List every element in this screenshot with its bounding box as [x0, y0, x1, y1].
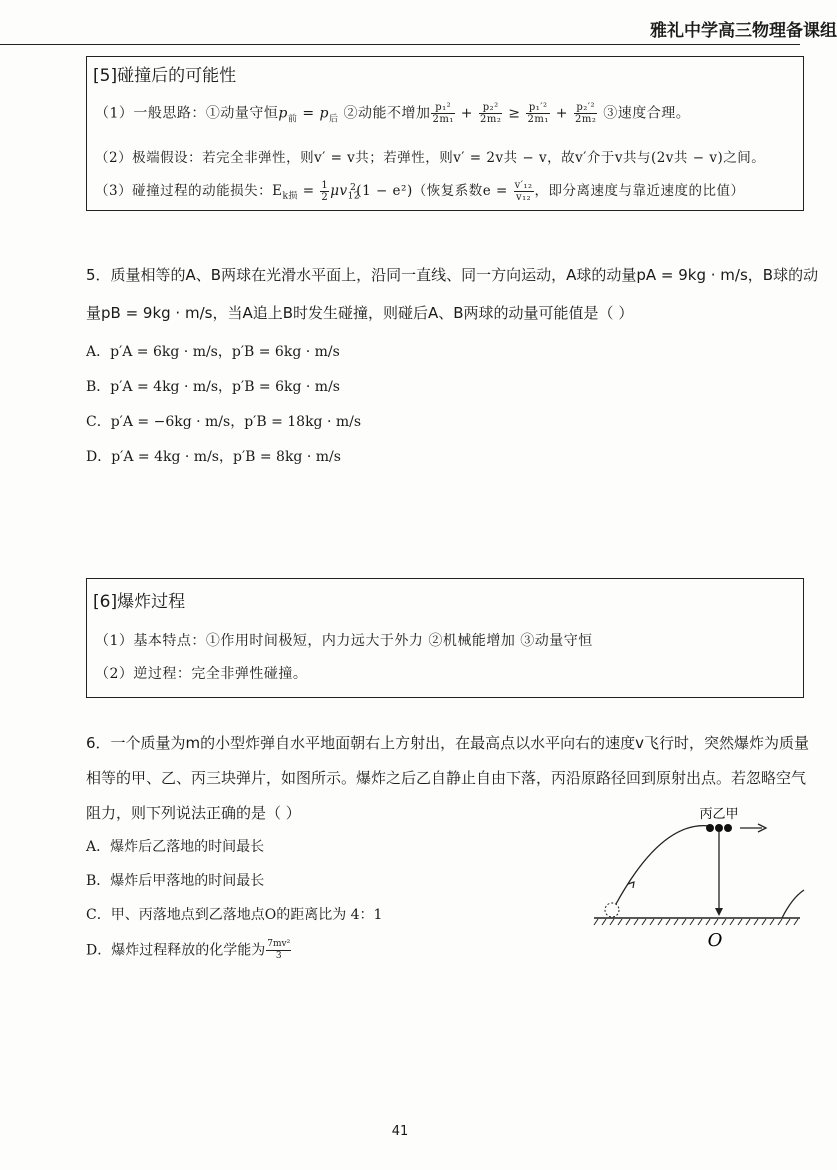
fraction-e	[514, 180, 534, 203]
paren-expr: (1 − e²)	[356, 183, 413, 199]
section6-title: [6]爆炸过程	[93, 592, 186, 612]
sub-k: k损	[282, 191, 298, 202]
question6-line1: 6．一个质量为m的小型炸弹自水平地面朝右上方射出，在最高点以水平向右的速度v飞行时，突然爆炸为质量	[86, 734, 810, 752]
header-title: 雅礼中学高三物理备课组	[650, 21, 837, 41]
frac-den: 2m₂	[479, 114, 502, 125]
question6-option-c[interactable]: C．甲、丙落地点到乙落地点O的距离比为 4：1	[86, 907, 383, 923]
question5-line1: 5．质量相等的A、B两球在光滑水平面上，沿同一直线、同一方向运动，A球的动量pA = 9kg · m/s，B球的动	[86, 266, 819, 284]
frac-num: 7mv²	[267, 939, 291, 949]
figure-label-top: 丙乙甲	[699, 807, 739, 822]
question5-option-c[interactable]: C．p′A = −6kg · m/s，p′B = 18kg · m/s	[86, 414, 362, 430]
question6-line3: 阻力，则下列说法正确的是（ ）	[86, 804, 301, 822]
ground-hatching	[594, 919, 798, 925]
piece-jia-path	[782, 890, 804, 918]
question6-option-d[interactable]	[86, 939, 292, 962]
question5-line2: 量pB = 9kg · m/s，当A追上B时发生碰撞，则碰后A、B两球的动量可能值是（ ）	[86, 304, 634, 322]
restitution-label: （恢复系数e =	[412, 183, 513, 199]
fraction-p1	[431, 102, 454, 125]
fraction-p2	[479, 102, 502, 125]
option-d-text: D．爆炸过程释放的化学能为	[86, 942, 266, 959]
section5-line2: （2）极端假设：若完全非弹性，则v′ = v共；若弹性，则v′ = 2v共 − v，故v′介于v共与(2v共 − v)之间。	[95, 150, 766, 166]
plus-sign: +	[455, 105, 478, 122]
down-arrow-icon	[715, 908, 723, 916]
question6-option-a[interactable]: A．爆炸后乙落地的时间最长	[86, 839, 265, 855]
trajectory-curve	[616, 826, 710, 904]
fraction-p1-prime	[526, 102, 549, 125]
section5-title: [5]碰撞后的可能性	[93, 66, 237, 86]
section5-box	[86, 56, 804, 211]
section6-line2: （2）逆过程：完全非弹性碰撞。	[95, 666, 308, 682]
mu-v: μv	[330, 183, 348, 199]
explosion-figure	[592, 800, 802, 950]
line1-mid: ②动能不增加	[338, 105, 431, 122]
page-number: 41	[391, 1124, 409, 1139]
piece-jia	[724, 824, 732, 832]
frac-den: 2m₁	[527, 114, 549, 125]
trajectory-diagram	[592, 800, 802, 950]
frac-num: p₂′²	[574, 102, 597, 114]
frac-num: p₁²	[431, 102, 454, 114]
eq-sign: =	[297, 183, 320, 199]
frac-den: 2m₂	[574, 114, 597, 125]
frac-den: 2	[321, 192, 329, 203]
section5-line1	[95, 102, 690, 125]
p-before: p	[278, 105, 288, 122]
page-header	[0, 10, 837, 45]
eq-sign: =	[297, 105, 320, 122]
piece-bing	[706, 824, 714, 832]
section6-line1: （1）基本特点：①作用时间极短，内力远大于外力 ②机械能增加 ③动量守恒	[95, 633, 593, 649]
question6-line2: 相等的甲、乙、丙三块弹片，如图所示。爆炸之后乙自静止自由下落，丙沿原路径回到原射出点。若忽略空气	[86, 769, 807, 787]
line1-end: ③速度合理。	[598, 105, 691, 122]
option-d-fraction	[266, 939, 291, 962]
line3-start: （3）碰撞过程的动能损失：E	[95, 183, 283, 199]
frac-num: p₂²	[479, 102, 502, 114]
fraction-p2-prime	[574, 102, 597, 125]
section6-box	[86, 578, 804, 698]
frac-den: 2m₁	[432, 114, 454, 125]
sub-after: 后	[329, 114, 339, 125]
plus-sign: +	[550, 105, 573, 122]
question5-option-b[interactable]: B．p′A = 4kg · m/s，p′B = 6kg · m/s	[86, 379, 340, 395]
line3-end: ，即分离速度与靠近速度的比值）	[534, 183, 745, 199]
launch-ball	[605, 903, 619, 917]
frac-num: v′₁₂	[514, 180, 533, 191]
frac-num: p₁′²	[526, 102, 549, 114]
p-after: p	[319, 105, 330, 122]
sub-12: 12	[347, 191, 361, 202]
figure-label-origin: O	[707, 930, 723, 951]
question6-option-b[interactable]: B．爆炸后甲落地的时间最长	[86, 873, 265, 889]
question5-option-d[interactable]: D．p′A = 4kg · m/s，p′B = 8kg · m/s	[86, 449, 341, 465]
sup-2: 2	[350, 182, 357, 193]
section5-line3	[95, 179, 745, 203]
question5-option-a[interactable]: A．p′A = 6kg · m/s，p′B = 6kg · m/s	[86, 344, 340, 360]
ge-sign: ≥	[503, 105, 526, 122]
piece-yi	[715, 824, 723, 832]
sub-before: 前	[287, 114, 298, 125]
frac-den: v₁₂	[515, 192, 532, 203]
fraction-half	[320, 180, 329, 203]
frac-den: 3	[275, 951, 282, 961]
line1-start: （1）一般思路：①动量守恒	[95, 105, 279, 122]
frac-num: 1	[321, 180, 329, 191]
